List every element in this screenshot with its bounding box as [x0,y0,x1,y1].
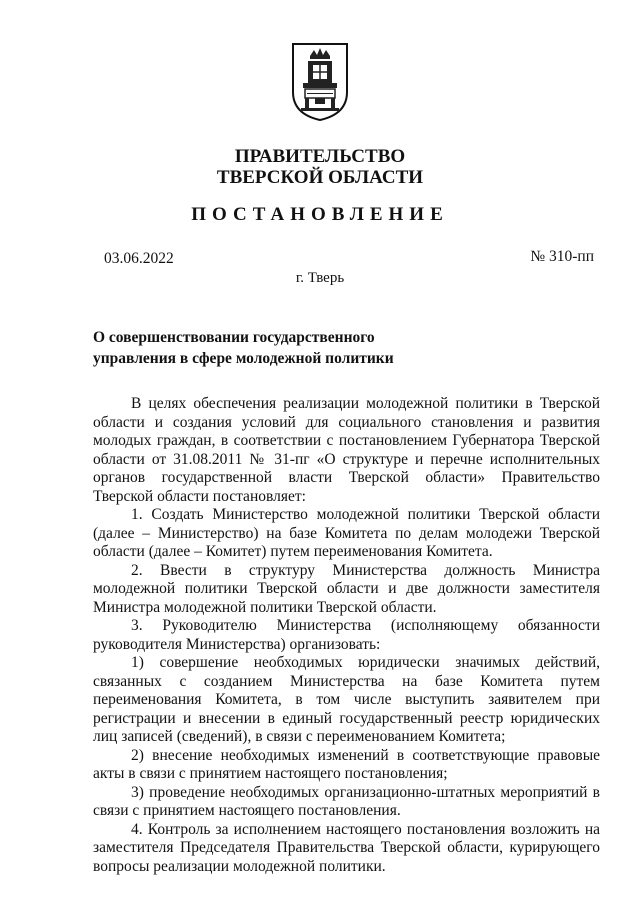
organization-name-line2: ТВЕРСКОЙ ОБЛАСТИ [216,167,424,188]
coat-of-arms-icon [291,42,349,122]
paragraph-subitem-3: 3) проведение необходимых организационно-штатных мероприятий в связи с принятием настоящего постановления. [93,783,600,819]
paragraph-item-1: 1. Создать Министерство молодежной политики Тверской области (далее – Министерство) на базе Комитета по делам молодежи Тверской области (далее – Комитет) путем переименования Комитета. [93,506,600,560]
document-city: г. Тверь [295,270,345,286]
document-subject: О совершенствовании государственного управления в сфере молодежной политики [93,329,394,367]
organization-name-line1: ПРАВИТЕЛЬСТВО [234,146,406,167]
paragraph-subitem-2: 2) внесение необходимых изменений в соответствующие правовые акты в связи с принятием настоящего постановления; [93,746,600,782]
document-date: 03.06.2022 [104,250,174,267]
paragraph-subitem-1: 1) совершение необходимых юридически значимых действий, связанных с созданием Министерства на базе Комитета путем переименования Комитета, в том числе выступить заявителем при регистрации и внесении в единый государственный реестр юридических лиц записей (сведений), в связи с переименованием Комитета; [93,654,600,745]
document-type: ПОСТАНОВЛЕНИЕ [191,204,449,225]
document-body [93,395,600,876]
paragraph-item-4: 4. Контроль за исполнением настоящего постановления возложить на заместителя Председателя Правительства Тверской области, курирующего вопросы реализации молодежной политики. [93,820,600,875]
paragraph-item-2: 2. Ввести в структуру Министерства должность Министра молодежной политики Тверской области и две должности заместителя Министра молодежной политики Тверской области. [93,561,600,616]
document-number: № 310-пп [530,248,594,265]
paragraph-item-3: 3. Руководителю Министерства (исполняющему обязанности руководителя Министерства) организовать: [93,617,600,653]
paragraph-preamble: В целях обеспечения реализации молодежной политики в Тверской области и создания условий для социального становления и развития молодых граждан, в соответствии с постановлением Губернатора Тверской области от 31.08.2011 № 31-пг «О структуре и перечне исполнительных органов государственной власти Тверской области» Правительство Тверской области постановляет: [93,395,600,505]
